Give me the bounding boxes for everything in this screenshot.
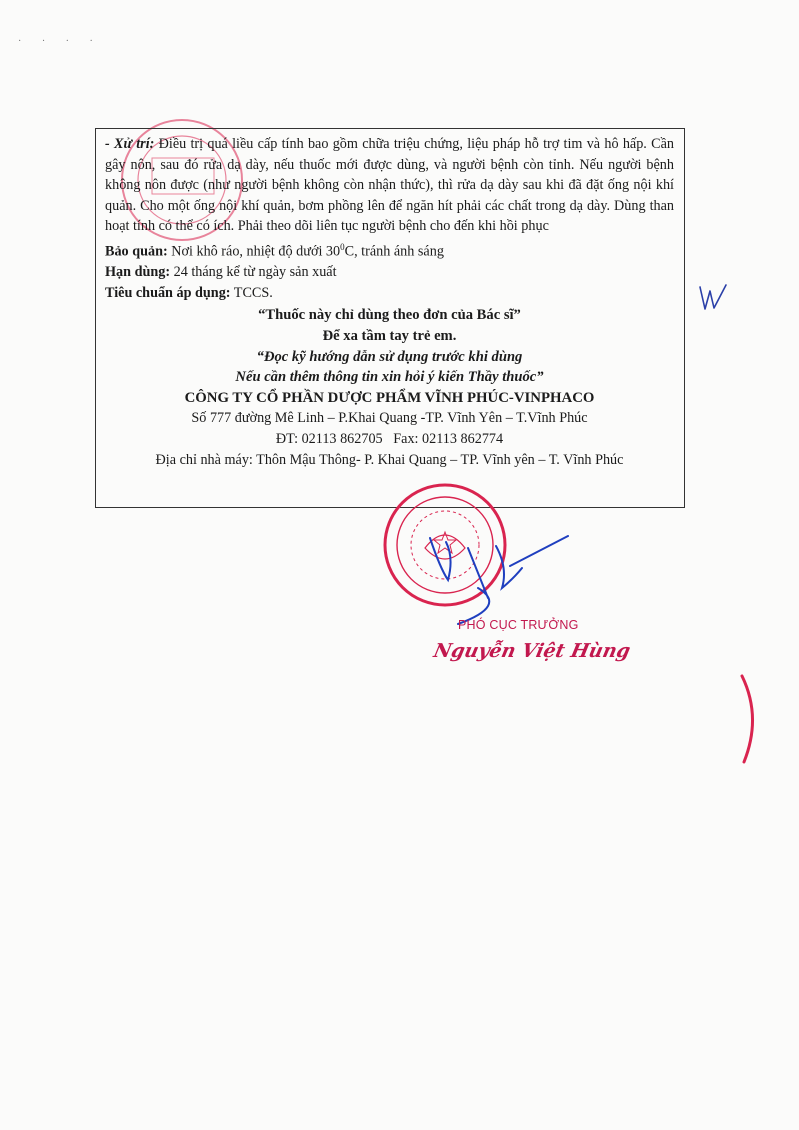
standard-text: TCCS.	[230, 284, 273, 301]
treatment-paragraph	[105, 134, 674, 237]
ask-doctor: Nếu cần thêm thông tin xin hỏi ý kiến Thầy thuốc”	[235, 369, 544, 386]
treatment-label: - Xử trí:	[105, 136, 155, 152]
prescription-warning: “Thuốc này chỉ dùng theo đơn của Bác sĩ”	[258, 307, 521, 324]
child-warning: Để xa tầm tay trẻ em.	[322, 328, 457, 345]
company-address: Số 777 đường Mê Linh – P.Khai Quang -TP. Vĩnh Yên – T.Vĩnh Phúc	[191, 410, 588, 427]
storage-text-post: C, tránh ánh sáng	[344, 243, 444, 260]
treatment-text: Điều trị quá liều cấp tính bao gồm chữa triệu chứng, liệu pháp hỗ trợ tim và hô hấp. Cần gây nôn, sau đó rửa dạ dày, nếu thuốc mới được dùng, và người bệnh còn tỉnh. Nếu người bệnh không nôn được (như người bệnh không còn nhận thức), thì rửa dạ dày sau khi đã đặt ống nội khí quản. Cho một ống nội khí quản, bơm phồng lên để ngăn hít phải các chất trong dạ dày. Dùng than hoạt tính có thể có ích. Phải theo dõi liên tục người bệnh cho đến khi hồi phục	[105, 136, 674, 235]
standard-label: Tiêu chuẩn áp dụng:	[105, 284, 231, 301]
storage-degree: 0	[340, 241, 345, 252]
standard-line	[105, 283, 674, 304]
product-info-box	[95, 128, 685, 508]
expiry-text: 24 tháng kể từ ngày sản xuất	[170, 264, 337, 281]
signature-name: Nguyễn Việt Hùng	[431, 640, 633, 662]
edge-stamp-icon	[738, 672, 768, 767]
company-phone: ĐT: 02113 862705 Fax: 02113 862774	[275, 431, 504, 448]
read-instructions: “Đọc kỹ hướng dẫn sử dụng trước khi dùng	[256, 348, 523, 365]
factory-address: Địa chỉ nhà máy: Thôn Mậu Thông- P. Khai Quang – TP. Vĩnh yên – T. Vĩnh Phúc	[155, 451, 624, 468]
company-name: CÔNG TY CỔ PHẦN DƯỢC PHẨM VĨNH PHÚC-VINPHACO	[184, 389, 595, 406]
initials-mark-icon	[697, 283, 729, 313]
expiry-line	[105, 262, 674, 283]
expiry-label: Hạn dùng:	[105, 264, 171, 281]
signature-title: PHÓ CỤC TRƯỞNG	[458, 618, 579, 632]
storage-text-pre: Nơi khô ráo, nhiệt độ dưới 30	[167, 243, 341, 260]
storage-line	[105, 237, 674, 262]
storage-label: Bảo quản:	[105, 243, 168, 260]
scan-specks: · · · ·	[18, 36, 102, 47]
signature-icon	[418, 528, 588, 628]
